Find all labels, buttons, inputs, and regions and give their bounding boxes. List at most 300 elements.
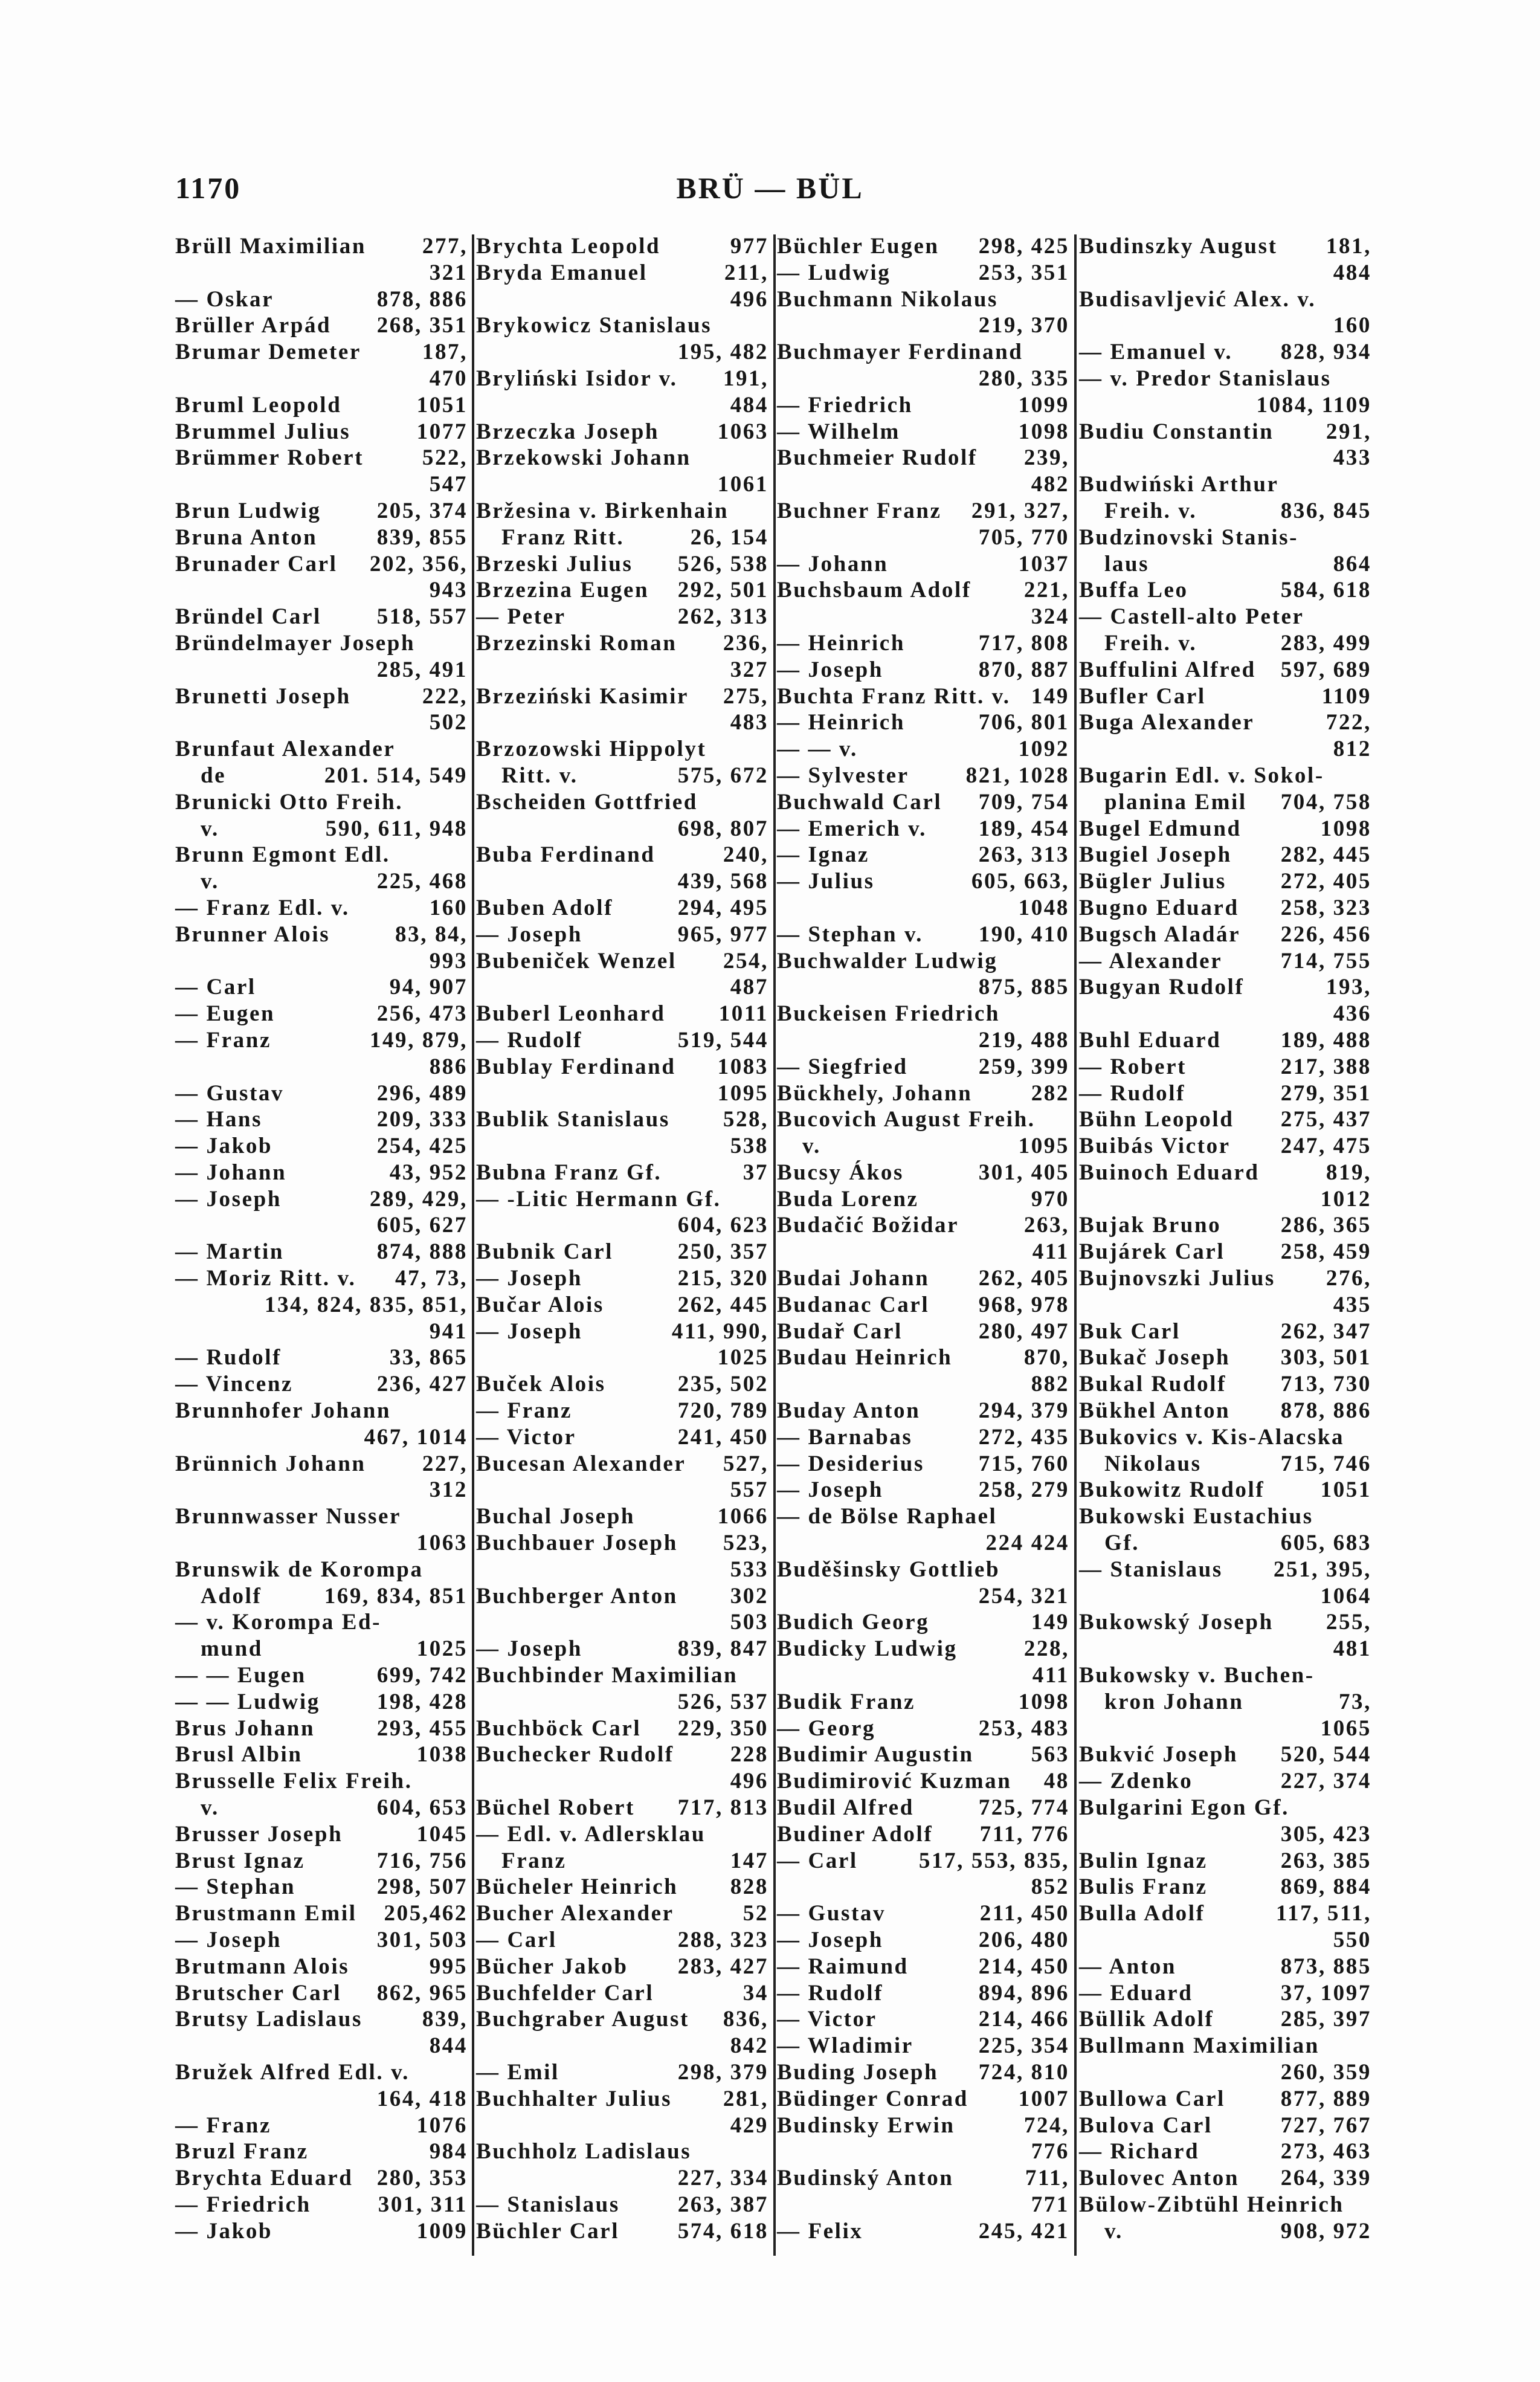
- entry-name: — v. Predor Stanislaus: [1079, 366, 1332, 391]
- index-entry-line: [476, 1292, 768, 1318]
- entry-name: Bujnovszki Julius: [1079, 1266, 1275, 1291]
- index-entry-line: [476, 577, 768, 604]
- entry-page-refs: 149: [1031, 683, 1069, 709]
- entry-page-refs: 873, 885: [1280, 1954, 1371, 1979]
- entry-name: Buberl Leonhard: [476, 1001, 666, 1027]
- entry-name: Budwiński Arthur: [1079, 472, 1279, 497]
- entry-name: Bufler Carl: [1079, 683, 1206, 709]
- entry-name: Buhl Eduard: [1079, 1027, 1222, 1053]
- entry-page-refs: 1009: [416, 2218, 468, 2244]
- entry-page-refs: 282, 445: [1280, 842, 1371, 868]
- entry-name: Bryda Emanuel: [476, 260, 648, 285]
- index-entry-line: [1079, 974, 1371, 1001]
- entry-page-refs: 523,: [723, 1531, 768, 1556]
- entry-name: — Eduard: [1079, 1980, 1193, 2006]
- entry-name: Bulova Carl: [1079, 2112, 1213, 2138]
- index-entry-line: [777, 1980, 1069, 2007]
- entry-name: Bulovec Anton: [1079, 2166, 1240, 2191]
- entry-page-refs: 227,: [422, 1451, 468, 1476]
- index-entry-line: [777, 1239, 1069, 1265]
- entry-page-refs: 526, 538: [677, 551, 768, 576]
- entry-name: Büchler Eugen: [777, 234, 939, 259]
- index-entry-line: [476, 498, 768, 524]
- index-entry-line: [476, 1424, 768, 1451]
- entry-page-refs: 272, 405: [1280, 869, 1371, 894]
- entry-name: Brzezinski Roman: [476, 630, 677, 656]
- index-entry-line: [175, 1160, 468, 1186]
- index-entry-line: [175, 1001, 468, 1027]
- index-entry-line: [1079, 419, 1371, 445]
- index-entry-line: [1079, 1001, 1371, 1027]
- entry-name: Brust Ignaz: [175, 1848, 305, 1873]
- entry-name: Budař Carl: [777, 1318, 903, 1344]
- entry-name: — — Ludwig: [175, 1689, 320, 1714]
- entry-name: Budimirović Kuzman: [777, 1769, 1012, 1794]
- index-entry-line: [175, 260, 468, 286]
- entry-name: — Emanuel v.: [1079, 340, 1233, 365]
- entry-name: — Heinrich: [777, 630, 906, 656]
- index-entry-line: [476, 1027, 768, 1054]
- index-entry-line: [777, 1054, 1069, 1080]
- entry-page-refs: 147: [730, 1848, 768, 1873]
- entry-name: — Siegfried: [777, 1054, 908, 1079]
- entry-name: — Sylvester: [777, 763, 909, 788]
- index-entry-line: [777, 2112, 1069, 2139]
- index-entry-line: [175, 1768, 468, 1795]
- index-entry-line: [1079, 709, 1371, 736]
- index-entry-line: [175, 339, 468, 366]
- entry-page-refs: 160: [429, 895, 468, 920]
- index-entry-line: [476, 736, 768, 763]
- entry-page-refs: 298, 425: [978, 234, 1069, 259]
- entry-page-refs: 605, 627: [376, 1213, 468, 1238]
- entry-page-refs: 720, 789: [677, 1398, 768, 1424]
- index-entry-line: [1079, 1054, 1371, 1080]
- index-entry-line: [1079, 1715, 1371, 1742]
- entry-page-refs: 259, 399: [978, 1054, 1069, 1079]
- index-entry-line: [476, 551, 768, 578]
- index-entry-line: [476, 1477, 768, 1503]
- index-entry-line: [777, 709, 1069, 736]
- entry-page-refs: 312: [429, 1477, 468, 1503]
- entry-name: Büchel Robert: [476, 1795, 635, 1821]
- entry-page-refs: 187,: [422, 340, 468, 365]
- entry-name: Bulla Adolf: [1079, 1901, 1205, 1926]
- index-entry-line: [1079, 1954, 1371, 1980]
- entry-page-refs: 263, 313: [978, 842, 1069, 868]
- index-entry-line: [1079, 763, 1371, 789]
- index-entry-line: [777, 604, 1069, 630]
- entry-name: Brunader Carl: [175, 551, 338, 576]
- index-entry-line: [777, 1768, 1069, 1795]
- entry-name: — Hans: [175, 1107, 263, 1132]
- entry-name: Bublay Ferdinand: [476, 1054, 676, 1079]
- index-entry-line: [1079, 392, 1371, 419]
- index-entry-line: [175, 366, 468, 392]
- entry-name: Bugsch Aladár: [1079, 921, 1241, 947]
- entry-page-refs: 279, 351: [1280, 1080, 1371, 1106]
- entry-name: Bühn Leopold: [1079, 1107, 1234, 1132]
- index-entry-line: [175, 498, 468, 524]
- entry-page-refs: 289, 429,: [369, 1186, 468, 1212]
- entry-name: Budinsky Erwin: [777, 2112, 955, 2138]
- index-entry-line: [476, 921, 768, 948]
- entry-name: Büdinger Conrad: [777, 2086, 968, 2111]
- entry-name: Brutscher Carl: [175, 1980, 342, 2006]
- index-entry-line: [1079, 1027, 1371, 1054]
- index-entry-line: [1079, 577, 1371, 604]
- entry-name: Buba Ferdinand: [476, 842, 656, 868]
- index-entry-line: [175, 1530, 468, 1557]
- index-entry-line: [476, 789, 768, 816]
- index-entry-line: [175, 842, 468, 868]
- index-entry-line: [476, 2218, 768, 2245]
- entry-name: — Moriz Ritt. v.: [175, 1266, 356, 1291]
- entry-page-refs: 716, 756: [376, 1848, 468, 1873]
- entry-name: — Rudolf: [476, 1027, 583, 1053]
- entry-name: Bscheiden Gottfried: [476, 789, 698, 815]
- entry-name: Bukovics v. Kis-Alacska: [1079, 1424, 1345, 1450]
- entry-name: — Felix: [777, 2218, 863, 2244]
- index-entry-line: [175, 471, 468, 498]
- entry-name: Bücheler Heinrich: [476, 1874, 678, 1900]
- entry-name: Budzinovski Stanis-: [1079, 524, 1298, 550]
- index-entry-line: [1079, 1741, 1371, 1768]
- entry-page-refs: 605, 683: [1280, 1531, 1371, 1556]
- entry-name: Bulgarini Egon Gf.: [1079, 1795, 1290, 1821]
- entry-name: Buchmann Nikolaus: [777, 286, 999, 312]
- index-entry-line: [476, 1768, 768, 1795]
- entry-page-refs: 288, 323: [677, 1928, 768, 1952]
- entry-page-refs: 301, 405: [978, 1160, 1069, 1185]
- entry-name: Buchgraber August: [476, 2007, 689, 2032]
- index-entry-line: [175, 921, 468, 948]
- entry-name: — Richard: [1079, 2139, 1200, 2164]
- entry-name: Buděšinsky Gottlieb: [777, 1557, 1000, 1582]
- index-entry-line: [476, 604, 768, 630]
- entry-page-refs: 169, 834, 851: [324, 1583, 468, 1609]
- entry-name: — Jakob: [175, 2218, 273, 2244]
- entry-page-refs: 222,: [422, 683, 468, 709]
- index-entry-line: [1079, 366, 1371, 392]
- index-entry-line: [476, 286, 768, 313]
- entry-name: Brychta Leopold: [476, 234, 661, 259]
- index-entry-line: [476, 2165, 768, 2192]
- index-entry-line: [777, 974, 1069, 1001]
- entry-page-refs: 217, 388: [1280, 1054, 1371, 1079]
- index-entry-line: [1079, 1980, 1371, 2007]
- entry-page-refs: 327: [730, 657, 768, 682]
- index-entry-line: [777, 763, 1069, 789]
- entry-page-refs: 276,: [1326, 1266, 1371, 1291]
- index-entry-line: [777, 657, 1069, 683]
- index-entry-line: [175, 524, 468, 551]
- index-entry-line: [476, 1160, 768, 1186]
- index-entry-line: [777, 1318, 1069, 1345]
- entry-page-refs: 191,: [723, 366, 768, 391]
- entry-page-refs: 211,: [724, 260, 768, 285]
- entry-page-refs: 706, 801: [978, 710, 1069, 735]
- entry-name: — Robert: [1079, 1054, 1187, 1079]
- index-entry-line: [175, 1424, 468, 1451]
- entry-page-refs: 995: [429, 1954, 468, 1979]
- index-entry-line: [175, 1503, 468, 1530]
- entry-page-refs: 711,: [1025, 2166, 1069, 2191]
- index-entry-line: [1079, 498, 1371, 524]
- index-entry-line: [1079, 1821, 1371, 1848]
- index-entry-line: [1079, 1212, 1371, 1239]
- index-entry-line: [476, 260, 768, 286]
- index-entry-line: [476, 1080, 768, 1107]
- index-entry-line: [777, 312, 1069, 339]
- entry-page-refs: 977: [730, 234, 768, 259]
- entry-page-refs: 236, 427: [376, 1372, 468, 1397]
- entry-name: — Rudolf: [1079, 1080, 1186, 1106]
- entry-name: Buchta Franz Ritt. v.: [777, 683, 1011, 709]
- entry-name: Budimir Augustin: [777, 1742, 974, 1767]
- index-entry-line: [777, 630, 1069, 657]
- index-entry-line: [476, 1557, 768, 1583]
- entry-name: — Alexander: [1079, 948, 1223, 973]
- entry-name: — Rudolf: [777, 1980, 884, 2006]
- entry-name: Brüll Maximilian: [175, 234, 367, 259]
- index-entry-line: [777, 1662, 1069, 1689]
- index-entry-line: [777, 1954, 1069, 1980]
- index-entry-line: [175, 2192, 468, 2218]
- index-entry-line: [1079, 1609, 1371, 1636]
- entry-name: Nikolaus: [1104, 1451, 1202, 1476]
- index-entry-line: [1079, 604, 1371, 630]
- entry-page-refs: 836,: [723, 2007, 768, 2032]
- entry-name: Buding Joseph: [777, 2059, 939, 2085]
- entry-name: — Stephan: [175, 1874, 296, 1900]
- entry-name: — Georg: [777, 1715, 876, 1741]
- entry-name: Ritt. v.: [501, 763, 578, 788]
- entry-page-refs: 239,: [1023, 445, 1069, 471]
- entry-name: Buchhalter Julius: [476, 2086, 672, 2111]
- entry-name: Budik Franz: [777, 1689, 916, 1714]
- index-entry-line: [476, 1106, 768, 1133]
- entry-name: — Oskar: [175, 286, 274, 312]
- index-entry-line: [777, 948, 1069, 975]
- index-entry-line: [1079, 551, 1371, 578]
- entry-page-refs: 292, 501: [677, 578, 768, 603]
- entry-page-refs: 298, 507: [376, 1874, 468, 1900]
- entry-name: — Joseph: [476, 1266, 583, 1291]
- entry-name: — Gustav: [175, 1080, 285, 1106]
- index-entry-line: [777, 736, 1069, 763]
- entry-page-refs: 245, 421: [978, 2218, 1069, 2244]
- entry-page-refs: 226, 456: [1280, 921, 1371, 947]
- index-entry-line: [175, 2033, 468, 2059]
- entry-name: Budačić Božidar: [777, 1213, 959, 1238]
- entry-name: — Emerich v.: [777, 816, 927, 841]
- entry-name: Brunfaut Alexander: [175, 737, 396, 762]
- entry-page-refs: 1037: [1018, 551, 1069, 576]
- entry-page-refs: 724, 810: [978, 2059, 1069, 2085]
- index-entry-line: [777, 1133, 1069, 1160]
- index-entry-line: [175, 1874, 468, 1900]
- entry-page-refs: 839, 847: [677, 1636, 768, 1662]
- index-entry-line: [476, 1344, 768, 1371]
- index-entry-line: [777, 1186, 1069, 1213]
- entry-page-refs: 435: [1333, 1292, 1371, 1317]
- entry-name: — Wilhelm: [777, 419, 900, 444]
- index-entry-line: [1079, 1318, 1371, 1345]
- entry-page-refs: 724,: [1023, 2112, 1069, 2138]
- entry-name: — Joseph: [777, 1928, 884, 1952]
- entry-page-refs: 260, 359: [1280, 2059, 1371, 2085]
- entry-page-refs: 258, 279: [978, 1477, 1069, 1503]
- entry-name: Brusl Albin: [175, 1742, 303, 1767]
- entry-name: Buchbinder Maximilian: [476, 1663, 738, 1688]
- index-entry-line: [1079, 1477, 1371, 1503]
- entry-page-refs: 484: [730, 392, 768, 418]
- entry-name: Buchwalder Ludwig: [777, 948, 998, 973]
- index-entry-line: [175, 445, 468, 471]
- entry-name: — Stephan v.: [777, 921, 923, 947]
- entry-page-refs: 201. 514, 549: [324, 763, 468, 788]
- index-entry-line: [175, 1927, 468, 1954]
- entry-page-refs: 519, 544: [677, 1027, 768, 1053]
- index-entry-line: [476, 445, 768, 471]
- index-entry-line: [476, 1689, 768, 1715]
- entry-name: Bucsy Ákos: [777, 1160, 904, 1185]
- entry-page-refs: 864: [1333, 551, 1371, 576]
- entry-page-refs: 1095: [1018, 1134, 1069, 1159]
- index-entry-line: [777, 2086, 1069, 2112]
- entry-page-refs: 1065: [1320, 1715, 1371, 1741]
- entry-name: Brunn Egmont Edl.: [175, 842, 390, 868]
- index-entry-line: [1079, 1768, 1371, 1795]
- entry-name: Bügler Julius: [1079, 869, 1226, 894]
- entry-name: Brunetti Joseph: [175, 683, 351, 709]
- entry-name: — Edl. v. Adlersklau: [476, 1821, 706, 1847]
- index-entry-line: [777, 498, 1069, 524]
- index-entry-line: [777, 789, 1069, 816]
- index-entry-line: [175, 312, 468, 339]
- index-entry-line: [1079, 286, 1371, 313]
- index-entry-line: [777, 921, 1069, 948]
- entry-page-refs: 411: [1032, 1239, 1069, 1265]
- entry-name: Bruna Anton: [175, 524, 318, 550]
- index-entry-line: [1079, 1874, 1371, 1900]
- entry-name: Brusser Joseph: [175, 1821, 343, 1847]
- entry-name: Brumar Demeter: [175, 340, 361, 365]
- index-entry-line: [777, 895, 1069, 921]
- index-entry-line: [1079, 842, 1371, 868]
- entry-name: Budau Heinrich: [777, 1345, 953, 1370]
- entry-name: — Joseph: [476, 1318, 583, 1344]
- index-entry-line: [777, 1160, 1069, 1186]
- index-entry-line: [476, 312, 768, 339]
- entry-page-refs: 190, 410: [978, 921, 1069, 947]
- entry-page-refs: 518, 557: [376, 604, 468, 630]
- index-entry-line: [175, 551, 468, 578]
- index-entry-line: [1079, 2059, 1371, 2086]
- entry-name: — Johann: [777, 551, 889, 576]
- index-entry-line: [175, 1344, 468, 1371]
- entry-name: Brun Ludwig: [175, 498, 321, 523]
- entry-page-refs: 296, 489: [376, 1080, 468, 1106]
- entry-page-refs: 1076: [416, 2112, 468, 2138]
- entry-name: v.: [201, 1795, 219, 1821]
- entry-page-refs: 227, 374: [1280, 1769, 1371, 1794]
- index-entry-line: [476, 1980, 768, 2007]
- index-entry-line: [777, 2218, 1069, 2245]
- index-entry-line: [476, 1133, 768, 1160]
- entry-page-refs: 1098: [1018, 1689, 1069, 1714]
- entry-page-refs: 214, 450: [978, 1954, 1069, 1979]
- index-entry-line: [476, 2112, 768, 2139]
- entry-page-refs: 205,462: [384, 1901, 468, 1926]
- index-entry-line: [476, 366, 768, 392]
- index-entry-line: [777, 419, 1069, 445]
- index-entry-line: [1079, 1503, 1371, 1530]
- index-entry-line: [1079, 1848, 1371, 1874]
- entry-page-refs: 517, 553, 835,: [918, 1848, 1069, 1873]
- index-entry-line: [777, 2138, 1069, 2165]
- entry-page-refs: 229, 350: [677, 1715, 768, 1741]
- entry-name: Budanac Carl: [777, 1292, 930, 1317]
- entry-name: Buchböck Carl: [476, 1715, 642, 1741]
- entry-page-refs: 228,: [1023, 1636, 1069, 1662]
- index-entry-line: [175, 763, 468, 789]
- index-entry-line: [175, 630, 468, 657]
- entry-page-refs: 717, 813: [677, 1795, 768, 1821]
- entry-name: v.: [201, 869, 219, 894]
- entry-name: Brzekowski Johann: [476, 445, 691, 471]
- entry-name: Budicky Ludwig: [777, 1636, 958, 1662]
- entry-page-refs: 714, 755: [1280, 948, 1371, 973]
- index-entry-line: [777, 816, 1069, 842]
- entry-name: Buda Lorenz: [777, 1186, 919, 1212]
- entry-page-refs: 467, 1014: [364, 1424, 468, 1450]
- entry-page-refs: 221,: [1023, 578, 1069, 603]
- index-entry-line: [476, 1001, 768, 1027]
- index-entry-line: [1079, 2138, 1371, 2165]
- entry-page-refs: 219, 488: [978, 1027, 1069, 1053]
- index-entry-line: [777, 1292, 1069, 1318]
- index-entry-line: [1079, 789, 1371, 816]
- entry-page-refs: 527,: [723, 1451, 768, 1476]
- index-entry-line: [1079, 2006, 1371, 2033]
- entry-name: Bugiel Joseph: [1079, 842, 1232, 868]
- entry-page-refs: 253, 483: [978, 1715, 1069, 1741]
- entry-page-refs: 235, 502: [677, 1372, 768, 1397]
- entry-page-refs: 1099: [1018, 392, 1069, 418]
- entry-name: Brunner Alois: [175, 921, 330, 947]
- entry-page-refs: 298, 379: [677, 2059, 768, 2085]
- entry-name: Brunnhofer Johann: [175, 1398, 391, 1424]
- index-entry-line: [1079, 1927, 1371, 1954]
- index-entry-line: [777, 445, 1069, 471]
- column-divider: [1074, 234, 1077, 2256]
- index-entry-line: [476, 524, 768, 551]
- entry-name: — Joseph: [476, 921, 583, 947]
- entry-name: Bullowa Carl: [1079, 2086, 1225, 2111]
- entry-name: — -Litic Hermann Gf.: [476, 1186, 721, 1212]
- entry-name: Brzeziński Kasimir: [476, 683, 689, 709]
- entry-page-refs: 1061: [717, 472, 768, 497]
- entry-name: Bukvić Joseph: [1079, 1742, 1239, 1767]
- entry-page-refs: 134, 824, 835, 851,: [264, 1292, 468, 1317]
- index-entry-line: [476, 1583, 768, 1610]
- entry-page-refs: 255,: [1326, 1610, 1371, 1635]
- entry-name: Bujárek Carl: [1079, 1239, 1225, 1265]
- entry-name: — Castell-alto Peter: [1079, 604, 1304, 630]
- index-entry-line: [175, 1583, 468, 1610]
